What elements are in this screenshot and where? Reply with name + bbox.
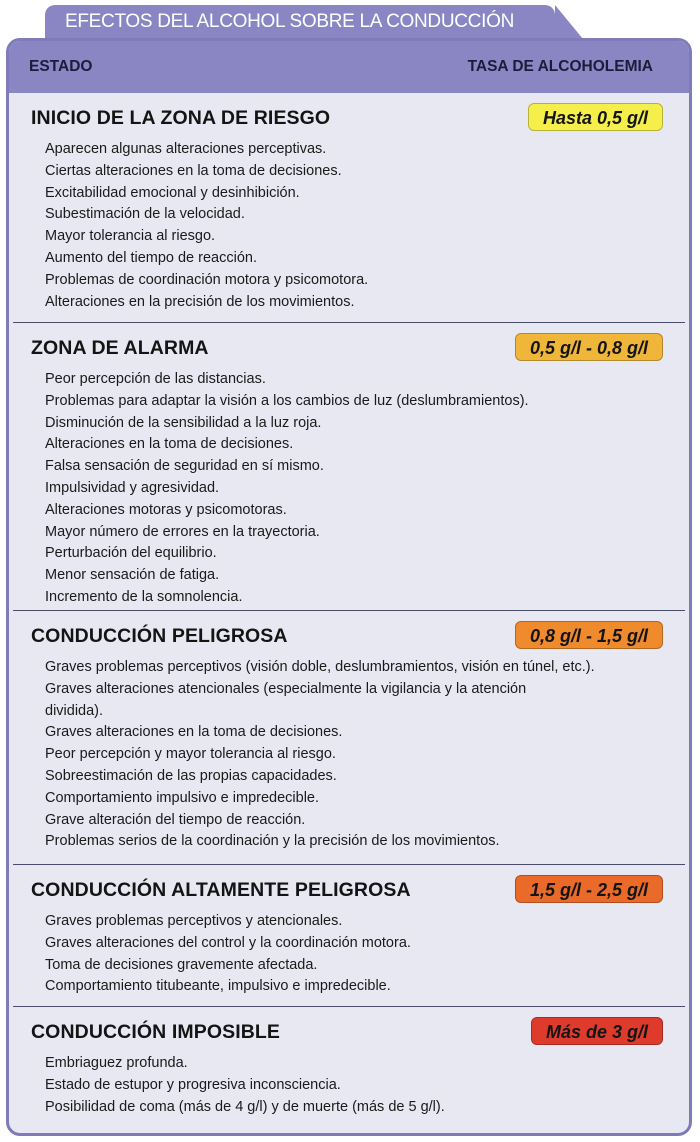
list-item: Problemas para adaptar la visión a los cambios de luz (deslumbramientos). <box>45 392 529 409</box>
column-header-row <box>9 41 689 93</box>
list-item: Graves problemas perceptivos y atencionales. <box>45 913 343 929</box>
list-item: Graves alteraciones del control y la coordinación motora. <box>45 934 411 951</box>
effects-list <box>45 911 675 998</box>
effects-list <box>45 139 675 313</box>
list-item: Graves problemas perceptivos (visión doble, deslumbramientos, visión en túnel, etc.). <box>45 659 595 675</box>
effects-list <box>45 657 675 853</box>
rate-badge: Hasta 0,5 g/l <box>528 103 663 131</box>
list-item: Aumento del tiempo de reacción. <box>45 249 257 266</box>
list-item: Graves alteraciones en la toma de decisiones. <box>45 724 343 741</box>
list-item: Problemas de coordinación motora y psicomotora. <box>45 271 369 288</box>
list-item: Alteraciones en la toma de decisiones. <box>45 436 294 453</box>
section-title: CONDUCCIÓN PELIGROSA <box>31 625 288 647</box>
list-item: Aparecen algunas alteraciones perceptivas. <box>45 141 327 157</box>
list-item: Comportamiento impulsivo e impredecible. <box>45 789 320 806</box>
list-item: Problemas serios de la coordinación y la precisión de los movimientos. <box>45 833 500 850</box>
list-item: Embriaguez profunda. <box>45 1055 188 1071</box>
section-zona-riesgo <box>13 93 685 323</box>
column-header-estado: ESTADO <box>29 58 93 75</box>
list-item: Toma de decisiones gravemente afectada. <box>45 956 318 973</box>
list-item: Incremento de la somnolencia. <box>45 588 243 605</box>
list-item: Peor percepción y mayor tolerancia al riesgo. <box>45 746 336 763</box>
list-item: Menor sensación de fatiga. <box>45 567 220 584</box>
list-item: Graves alteraciones atencionales (especialmente la vigilancia y la atención <box>45 680 527 697</box>
list-item: Comportamiento titubeante, impulsivo e impredecible. <box>45 978 391 995</box>
column-header-tasa: TASA DE ALCOHOLEMIA <box>467 58 653 75</box>
list-item: dividida). <box>45 702 104 719</box>
list-item: Mayor número de errores en la trayectoria. <box>45 523 320 540</box>
section-conduccion-imposible <box>13 1007 685 1135</box>
section-title: INICIO DE LA ZONA DE RIESGO <box>31 107 331 129</box>
list-item: Peor percepción de las distancias. <box>45 371 266 387</box>
header-title: EFECTOS DEL ALCOHOL SOBRE LA CONDUCCIÓN <box>45 5 555 39</box>
section-title: CONDUCCIÓN IMPOSIBLE <box>31 1021 281 1043</box>
section-title: ZONA DE ALARMA <box>31 337 209 359</box>
section-zona-alarma <box>13 323 685 611</box>
list-item: Falsa sensación de seguridad en sí mismo. <box>45 458 324 475</box>
list-item: Mayor tolerancia al riesgo. <box>45 228 216 245</box>
list-item: Alteraciones motoras y psicomotoras. <box>45 501 287 518</box>
list-item: Grave alteración del tiempo de reacción. <box>45 811 306 828</box>
rate-badge: 0,8 g/l - 1,5 g/l <box>515 621 663 649</box>
list-item: Sobreestimación de las propias capacidades. <box>45 767 337 784</box>
list-item: Estado de estupor y progresiva inconsciencia. <box>45 1076 341 1093</box>
section-conduccion-peligrosa <box>13 611 685 865</box>
list-item: Disminución de la sensibilidad a la luz roja. <box>45 414 322 431</box>
list-item: Ciertas alteraciones en la toma de decisiones. <box>45 162 342 179</box>
list-item: Impulsividad y agresividad. <box>45 479 220 496</box>
section-title: CONDUCCIÓN ALTAMENTE PELIGROSA <box>31 879 411 901</box>
effects-list <box>45 369 675 609</box>
list-item: Excitabilidad emocional y desinhibición. <box>45 184 300 201</box>
list-item: Alteraciones en la precisión de los movimientos. <box>45 293 355 310</box>
list-item: Subestimación de la velocidad. <box>45 206 245 223</box>
rate-badge: 0,5 g/l - 0,8 g/l <box>515 333 663 361</box>
section-altamente-peligrosa <box>13 865 685 1007</box>
list-item: Perturbación del equilibrio. <box>45 545 217 562</box>
rate-badge: Más de 3 g/l <box>531 1017 663 1045</box>
alcohol-effects-card <box>6 38 692 1136</box>
list-item: Posibilidad de coma (más de 4 g/l) y de muerte (más de 5 g/l). <box>45 1098 445 1115</box>
effects-list <box>45 1053 675 1118</box>
rate-badge: 1,5 g/l - 2,5 g/l <box>515 875 663 903</box>
